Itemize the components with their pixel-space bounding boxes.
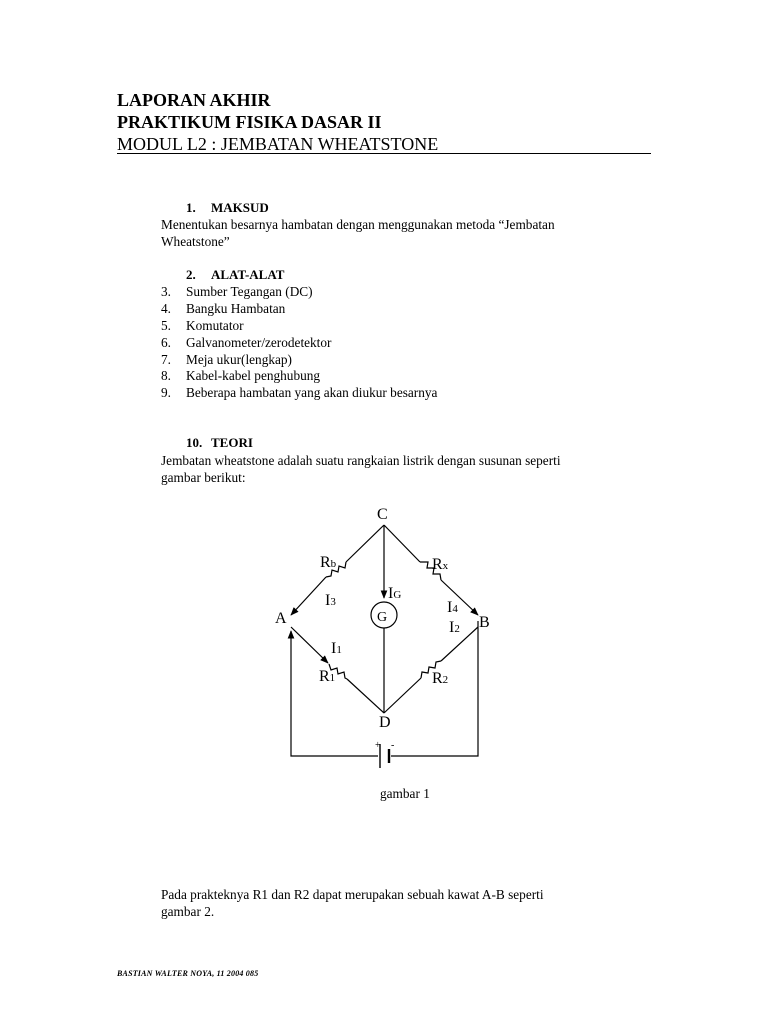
battery-plus-label: + — [375, 740, 381, 751]
list-item-text: Meja ukur(lengkap) — [186, 351, 292, 367]
node-c-label: C — [377, 506, 388, 523]
section-teori-number: 10. — [186, 435, 203, 450]
galvanometer-label: G — [377, 610, 388, 625]
list-item-number: 6. — [161, 334, 171, 350]
report-title: LAPORAN AKHIR — [117, 90, 271, 110]
section-alat-heading: ALAT-ALAT — [211, 267, 285, 282]
resistor-rb-label: Rb — [320, 554, 337, 571]
module-title: MODUL L2 : JEMBATAN WHEATSTONE — [117, 134, 439, 154]
list-item-text: Sumber Tegangan (DC) — [186, 284, 313, 299]
list-item-number: 9. — [161, 385, 171, 401]
list-item-text: Komutator — [186, 317, 244, 333]
current-ig-label: IG — [388, 585, 402, 602]
section-maksud-heading: MAKSUD — [211, 200, 269, 215]
list-item-number: 8. — [161, 368, 171, 384]
battery-minus-label: - — [391, 740, 395, 751]
list-item-text: Bangku Hambatan — [186, 300, 286, 316]
list-item-text: Beberapa hambatan yang akan diukur besarnya — [186, 385, 438, 401]
wire-c-rx — [384, 525, 420, 562]
wire-r1-d — [347, 679, 384, 713]
node-a-label: A — [275, 610, 287, 627]
closing-text-line2: gambar 2. — [161, 904, 215, 919]
section-teori-heading: TEORI — [211, 435, 253, 450]
current-i3-label: I3 — [325, 592, 336, 609]
figure-caption: gambar 1 — [380, 786, 430, 801]
list-item-number: 4. — [161, 300, 171, 316]
current-i2-label: I2 — [449, 619, 460, 636]
resistor-r2-label: R2 — [432, 670, 449, 687]
current-i4-label: I4 — [447, 599, 458, 616]
course-title: PRAKTIKUM FISIKA DASAR II — [117, 112, 382, 132]
footer-author: BASTIAN WALTER NOYA, 11 2004 085 — [117, 969, 259, 978]
list-item-text: Galvanometer/zerodetektor — [186, 334, 332, 350]
section-alat-number: 2. — [186, 267, 196, 282]
teori-text-line1: Jembatan wheatstone adalah suatu rangkaian listrik dengan susunan seperti — [161, 453, 561, 468]
closing-text-line1: Pada prakteknya R1 dan R2 dapat merupakan sebuah kawat A-B seperti — [161, 887, 544, 902]
resistor-rx-label: Rx — [432, 556, 449, 573]
maksud-text-line1: Menentukan besarnya hambatan dengan menggunakan metoda “Jembatan — [161, 217, 555, 232]
maksud-text-line2: Wheatstone” — [161, 234, 230, 249]
wire-b-battery — [391, 621, 478, 756]
wire-d-r2 — [384, 678, 421, 713]
list-item-number: 5. — [161, 317, 171, 333]
wire-c-rb — [346, 525, 384, 562]
section-maksud-number: 1. — [186, 200, 196, 215]
node-b-label: B — [479, 614, 490, 631]
wire-a-r1-arrow — [291, 627, 328, 663]
list-item-number: 7. — [161, 351, 171, 367]
current-i1-label: I1 — [331, 640, 342, 657]
teori-text-line2: gambar berikut: — [161, 470, 246, 485]
resistor-r1-label: R1 — [319, 668, 336, 685]
list-item-text: Kabel-kabel penghubung — [186, 368, 321, 384]
node-d-label: D — [379, 714, 391, 731]
list-item-number: 3. — [161, 284, 171, 299]
wire-rb-a-arrow — [291, 577, 326, 615]
